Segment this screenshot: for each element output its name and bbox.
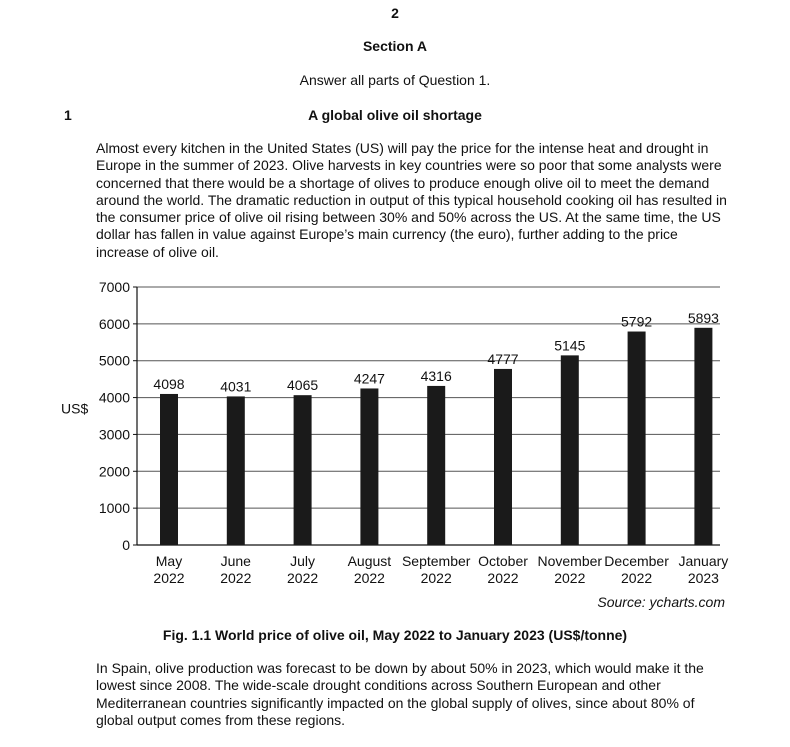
bar [561,355,579,545]
x-tick-label: 2022 [220,570,252,586]
bar-value-label: 4098 [153,375,185,392]
y-axis-label: US$ [61,400,89,417]
x-tick-label: November [537,553,603,569]
x-tick-label: 2022 [420,570,452,586]
figure-caption: Fig. 1.1 World price of olive oil, May 2022 to January 2023 (US$/tonne) [162,627,628,643]
x-tick-label: June [220,553,251,569]
bar [360,388,378,545]
y-tick-label: 6000 [98,315,130,332]
x-tick-label: September [401,553,471,569]
bar [494,369,512,545]
bar-value-label: 4065 [287,377,319,394]
bar-value-label: 4031 [220,378,252,395]
bar-value-label: 5792 [621,313,653,330]
x-tick-label: July [290,553,316,569]
instruction-text: Answer all parts of Question 1. [299,72,491,88]
bar-value-label: 4247 [353,370,385,387]
x-tick-label: December [604,553,669,569]
bar-value-label: 5893 [687,309,719,326]
bar [160,394,178,545]
y-tick-label: 3000 [98,426,130,443]
bar-value-label: 5145 [554,337,586,354]
y-tick-label: 4000 [98,389,130,406]
bar [427,386,445,545]
bar-value-label: 4777 [487,350,519,367]
y-tick-label: 7000 [98,279,130,295]
x-tick-label: 2023 [687,570,719,586]
section-heading: Section A [362,38,428,54]
bar-value-label: 4316 [420,367,452,384]
y-tick-label: 0 [122,537,130,553]
x-tick-label: October [478,553,528,569]
x-tick-label: January [678,553,729,569]
x-tick-label: May [155,553,183,569]
x-tick-label: 2022 [487,570,519,586]
chart-source: Source: ycharts.com [597,594,725,610]
x-tick-label: 2022 [621,570,653,586]
bar [628,332,646,545]
y-tick-label: 5000 [98,352,130,369]
x-tick-label: 2022 [153,570,185,586]
bar [694,328,712,545]
question-number: 1 [64,107,72,123]
intro-paragraph: Almost every kitchen in the United States (US) will pay the price for the intense heat and drought in Europe in the summer of 2023. Olive harvests in key countries were so poor that some analysts were concerned that there would be a shortage of olives to produce enough olive oil to meet the demand around the world. The dramatic reduction in output of this typical household cooking oil has resulted in the consumer price of olive oil rising between 30% and 50% across the US. At the same time, the US dollar has fallen in value against Europe’s main currency (the euro), further adding to the price increase of olive oil. [96,140,727,260]
y-tick-label: 1000 [98,500,130,517]
page-number: 2 [391,5,399,21]
bar [294,395,312,545]
bar [227,396,245,545]
olive-oil-price-chart [0,270,790,620]
y-tick-label: 2000 [98,463,130,480]
closing-paragraph: In Spain, olive production was forecast to be down by about 50% in 2023, which would make it the lowest since 2008. The wide-scale drought conditions across Southern European and other Mediterranean countries significantly impacted on the global supply of olives, since about 80% of global output comes from these regions. [96,660,704,728]
x-tick-label: 2022 [353,570,385,586]
question-title: A global olive oil shortage [308,107,482,123]
x-tick-label: 2022 [287,570,319,586]
x-tick-label: 2022 [554,570,586,586]
x-tick-label: August [347,553,392,569]
